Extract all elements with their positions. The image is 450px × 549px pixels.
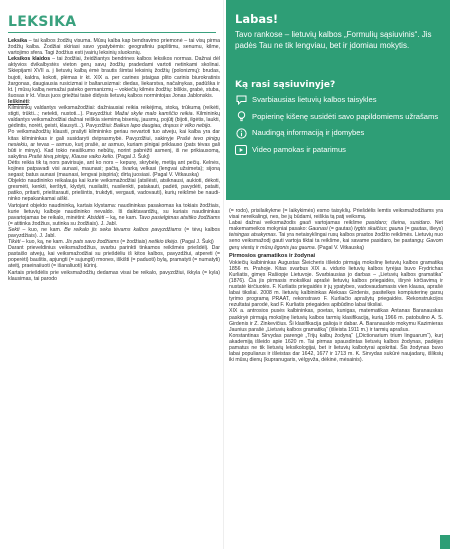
paragraph xyxy=(229,333,443,363)
feature-item-pocket xyxy=(235,112,447,123)
paragraph xyxy=(8,203,220,227)
feature-label: Popierinę kišenę susidėti savo papildomiems užrašams xyxy=(252,111,439,121)
text-run: lygtis skaičius xyxy=(354,226,386,233)
text-run: (= atitinka žodžius, sutinka su žodžiais). J. Jabl. xyxy=(8,220,118,227)
text-run: Mažai skyle malo kamščio reikia xyxy=(114,111,193,118)
text-run: Vokiečių kalbininkas Augustas Šleicheris išleido pirmąją mokslinę lietuvių kalbos gramatiką 1856 m. Prahoje. Kitas svarbus XIX a. vidurio lietuvių kalbos tyrėjas buvo Frydrichas Kurliatis, gimęs Rašiopje Lietuvoje. Svarbiausias jo darbas – „Lietuvių kalbos gramatika“ (1876). Čia jis pirmasis mokslikai aprašė lietuvių kalbos priegaidės, išryrė kirčiavimą ir nustatė kirčiuotės. F. Kurliatis priegaidės ir jų ypatybes, vadovaudamasis vien klausa, aprašė labai tiksliai. 2008 m. lietuvių kalbininkas Aleksas Girdenis, pasitelkęs kompiuterinę garsų tyrimo programą PRAAT, rekonstravo F. Kurliačio aprašytų priegaidės. Rekonstrukcijos rezultatai parodė, kad F. Kurliatis priegaides apibūdino labai tiksliai. xyxy=(229,259,443,309)
text-run: . (Pagal J. Šukį) xyxy=(113,153,150,160)
page-corner-accent xyxy=(440,535,450,549)
leksika-text xyxy=(8,38,220,546)
text-run: XIX a. antrosios pusės kalbininkas, poetas, kunigas, matematikas Antanas Baranauskas paskiryė pirmąją mokslįnę lietuvių kalbos tarmių klasifikaciją, kurią 1966 m. patobulino A. S. Girdenis ir Z. Zinkevičius. Ši klasifikacija galioja ir dabar. A. Baranauskio mokymu Kazimieras Jaunius parašė „Lietuvių kalbos gramatiką“ (išleista 1911 m.) ir tarmių aprašus. xyxy=(229,308,443,333)
text-run: Labai dažnai veiksmažodis xyxy=(229,220,300,227)
text-run: Kartais priešdėlis prie veiksmažodžių dedamas visai be reikalo, pavyzdžiui, ikkyla (= kyla) klausimas, tai parodo xyxy=(8,269,220,282)
text-run: Jis pats savo žodžiams xyxy=(65,239,119,246)
video-icon xyxy=(235,145,247,155)
text-run: Atsidėti xyxy=(87,214,105,221)
text-run: : xyxy=(28,98,31,105)
leksika-column xyxy=(0,0,224,549)
section-title: LEKSIKA xyxy=(8,14,77,30)
grammar-heading: Pirmosios gramatikos ir žodynai xyxy=(229,252,316,259)
text-run: – tai žodžiai, žeidžiantys bendrines kalbos leksikos normas. Dažnai dėl aktyvios dvikalbystės vieton gerų savų žodžių pradedami vartoti netinkami skolinai. Skiepijami XVII a. į lietuvių kalbą ėmė brautis šimtai leksinių žodžių (polonizmų): brudas, bujoti, kaldra, kokoti, plėmas ir kt. XIX a. per carines įstaigas plito carinis biurokratinis žargonas, daugiausia rusicizmai ir baltarusizmai: diedas, liekarstva, načalnykas, padūška ir kt. Į mūsų kalbą nemažai pateko germanizmų – vokiečių kilmės žodžių: biškis, grabė, stuba, šuosas ir kt. Visus juos griežtai taisė didysis lietuvių kalbos normintojas Jonas Jablonskis. xyxy=(8,56,220,99)
text-run: , ar tevas – asmuo, kurį prašė, ar asmuo, kuriam pinigai priklauso (pats tėvas gali būti ir minys). Kad tokio neaiškumo nebūtų, norint pabrėžti asmenį, iš ne prikiausomą, sakytina xyxy=(8,141,220,160)
paragraph xyxy=(8,56,220,99)
paragraph xyxy=(8,160,220,178)
text-run: teisingas atsakymas xyxy=(229,232,276,239)
text-run: Kilmininkų valdantys veiksmažodžiai: dažniausiai reikia reikėjimą, stoką, trūkumą (reikėti, stigti, trūkti...; netekti, nustoti...). Pavyzdžiui: xyxy=(8,105,220,118)
text-run: . xyxy=(210,123,212,130)
paragraph xyxy=(8,245,220,269)
paragraph xyxy=(8,178,220,202)
text-run: vartojamas reikšme xyxy=(310,220,366,227)
text-run: Leksika xyxy=(8,38,28,44)
text-run: Sekti xyxy=(8,226,20,233)
vocab-continuation xyxy=(229,208,443,251)
text-run: Leksikos klaidos xyxy=(8,56,51,63)
text-run: Konstantinas Sirvydas parengė „Trijų kalbų žodyną“ („Dictionarium trium linguarum“), kurį akademiją išleido apie 1620 m. Tai pirmas spausdintas lietuvių kalbos žodynas, padėjęs pamatus ne tik lietuvių leksikologijai, bet ir lietuvių kalbotyrai apskritai. Šis žodynas buvo labai populiarus ir išleistas dar 1642, 1677 ir 1713 m. K. Sirvydas sukūrė naujadarų, išliksių iki mūsų dienų (kupranugaris, vėlgyvža, dėkinė, mėsainis). xyxy=(229,332,443,364)
feature-item-rules xyxy=(235,95,447,106)
panel-question: Ką rasi sąsiuvinyje? xyxy=(235,80,336,90)
text-run: (= gautas) xyxy=(327,226,355,233)
text-run: , xyxy=(68,153,72,160)
text-run: Vartojant objekto naudininką, kartais klystama: naudininkas pasakomas ka tokiais žodžiais, kurie lietuvių kalboje naudininko nevaldo. Iš daiktavardžių, su kuriais naudininkas pavartojamas be reikalo, minėtini: xyxy=(8,202,220,221)
text-run: (= tėvų kalbos pavyzdžiais). J. Jabl. xyxy=(8,226,220,239)
text-run: – tai kalbos žodžių visuma. Mūsų kalba kap bendravimo priemonė – tai visų pirma žodžių kalba. Žodžiai skiriasi savo ypatybėmis: geografiniu paplitimu, senumu, kilme, vartojimo sfera. Tagi žodžius esti įvairių leksinių sluoksnių. xyxy=(8,38,220,57)
text-run: Dėtis reikia tik tą nors pavirisuje, ant ko nors – kepurę, skrybėlę, metiją ant pečių. Kelnės, kojines patpavadi visi aunasi, maunasi; pačtą, švarką velkasi (lengvai užsimeta); sijoną segasi; batus aunasi (maunasi, lengvai įsispiria); dirtą juosiasi. (Pagal V. Vitkauską) xyxy=(8,159,220,179)
feature-label: Svarbiausias lietuvių kalbos taisykles xyxy=(252,95,377,104)
text-run: – kuo, ką, ne kam. xyxy=(20,239,66,246)
text-run: Gaunasi xyxy=(308,226,328,233)
right-text xyxy=(229,208,443,546)
paragraph xyxy=(229,208,443,220)
feature-label: Naudingą informaciją ir įdomybes xyxy=(252,128,365,137)
text-run: (= rodo), prisilaikykme (= laikykimės) esmo taisyklių. Priešdėlis lemtis veiksmažodžiams yra visai nereikalingi, nes, be jų būdami, reiškia tą patį veiksmą. xyxy=(229,208,443,221)
text-run: gauti xyxy=(299,220,311,227)
text-run: netikio tikėjo xyxy=(148,239,178,246)
paragraph xyxy=(8,129,220,159)
text-run: Klause vaiko kelio xyxy=(71,153,113,160)
paragraph xyxy=(8,227,220,239)
paragraph xyxy=(8,105,220,129)
grammar-text xyxy=(229,260,443,364)
text-run: . Net makemameikos mokyniai pasako: xyxy=(229,220,443,233)
info-icon xyxy=(235,128,247,138)
text-run: Tavo pasielgimas atsitiko žodžiams xyxy=(138,214,220,221)
intro-panel xyxy=(226,0,450,200)
title-divider xyxy=(8,32,216,33)
text-run: Darant prieveldinius veiksmažodžius, svarbu parinkti tinkamos reikšmės priešdėlį. Dar pastaišo atvejų, kai veiksmažodžiai su priešdėliu iš kitos kalbos, pavyzdžiui, atpereti (= poperėti) bauštis, apjungti (= sujungti) rmones, iškišti (= paduoti) bylą, pramatyti (= numatyti) ateitį, praeinaiiuoti (= išanaliuoti) kūrinį. xyxy=(8,245,220,270)
text-run: Be reikalo jis seka tėvams kalbos pavyzdžiams xyxy=(64,226,182,233)
speech-bubble-icon xyxy=(235,95,247,105)
text-run: (= žodžiais) xyxy=(118,239,149,246)
text-run: – ką, ne kam. xyxy=(104,214,139,221)
paragraph xyxy=(229,308,443,332)
text-run: pasidaro; išeina, susidaro xyxy=(365,220,430,227)
panel-intro-text: Tavo rankose – lietuvių kalbos „Formulių sąsiuvinis“. Jis padės Tau ne tik lengviau, bet ir įdomiau mokytis. xyxy=(235,30,432,50)
text-run: Prašė tevo pinigų nesiekiu xyxy=(8,135,220,148)
feature-item-video xyxy=(235,145,447,156)
paragraph xyxy=(8,38,220,56)
text-run: – kuo, ne kam. xyxy=(19,226,65,233)
feature-item-info xyxy=(235,128,447,139)
feature-list xyxy=(235,95,447,161)
text-run: . Tai yra netaisyklingai rusų kalbos prastos žodžio reikšmės. Lietuvių nuo seno veiksmažodį gauti vartoja tiktai ta reikšme, kai savame pasidaro, be pastangų: xyxy=(229,232,443,245)
text-run: ; xyxy=(385,226,389,233)
text-run: Prašė tėvą pinigų xyxy=(28,153,69,160)
text-run: Ieškinėti xyxy=(8,98,29,105)
feature-label: Video pamokas ir patarimus xyxy=(252,144,346,154)
text-run: . (Pagal J. Šukį) xyxy=(177,239,214,246)
text-run: gauna xyxy=(388,226,404,233)
lightbulb-icon xyxy=(235,112,247,122)
paragraph xyxy=(8,270,220,282)
text-run: (= gautas, išeys) xyxy=(403,226,443,233)
text-run: Baikus lapo daugiau, drąsus ir vilko nebijo xyxy=(113,123,211,130)
text-run: Objekto naudininko reikalauja kai kurie veiksmažodžiai (atsilėsti, atsiknausi, aukioti, dėkoti, gresmėti, kenkti, kerštyti, klydyti, nusilašti, nusilenkti, patakauti, padėti, pavydėti, pataiti, patiko, pritarti, prieštarauti, priešintis, trukdyti, vergauti, vadovauti), kurių reikšmė be naudininko nepakankamai aiški. xyxy=(8,178,220,203)
text-run: Tikėti xyxy=(8,239,21,246)
text-run: . Kilmininkų valdantys veiksmažodžiai dažnai reiškia siemimą bisenių, jausmų, pojūtį (bijoti, ilgėtis, laukti, gėdintis, norėti, geisti, klausyti...). Pavyzdžiui: xyxy=(8,111,220,130)
text-run: . (Pagal V. Vitkauską) xyxy=(314,244,364,251)
paragraph xyxy=(229,260,443,309)
paragraph xyxy=(229,220,443,250)
text-run: Po veiksmažodžių klausti, prašyti kilmininko geriau nevartoti tuo atveju, kai kalba yra dar kitas kilmininkas ir gali susidaryti dviprasmybė. Pavyzdžiui, sakinyje xyxy=(8,129,220,142)
text-run: Gavom gerų viestų ir mūsų ligonis jau gauma xyxy=(229,238,443,251)
panel-greeting: Labas! xyxy=(235,12,279,26)
